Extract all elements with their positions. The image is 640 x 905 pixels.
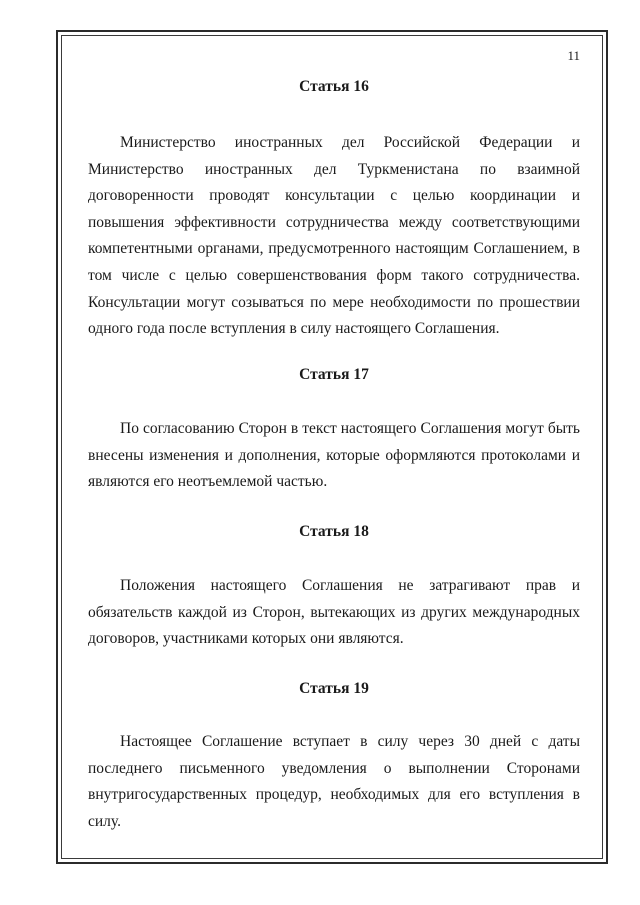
article-18 — [88, 523, 580, 653]
article-17 — [88, 366, 580, 496]
article-heading: Статья 16 — [299, 78, 369, 95]
article-text: По согласованию Сторон в текст настоящего Соглашения могут быть внесены изменения и дополнения, которые оформляются протоколами и являются его неотъемлемой частью. — [88, 420, 580, 491]
article-heading: Статья 18 — [299, 523, 369, 540]
article-text: Министерство иностранных дел Российской Федерации и Министерство иностранных дел Туркменистана по взаимной договоренности проводят консультации с целью координации и повышения эффективности сотрудничества между соответствующими компетентными органами, предусмотренного настоящим Соглашением, в том числе с целью совершенствования форм такого сотрудничества. Консультации могут созываться по мере необходимости по прошествии одного года после вступления в силу настоящего Соглашения. — [88, 134, 580, 338]
article-19 — [88, 680, 580, 835]
page-number: 11 — [567, 48, 580, 63]
article-heading: Статья 17 — [299, 366, 369, 383]
article-heading: Статья 19 — [299, 680, 369, 697]
article-text: Настоящее Соглашение вступает в силу через 30 дней с даты последнего письменного уведомления о выполнении Сторонами внутригосударственных процедур, необходимых для его вступления в силу. — [88, 733, 580, 830]
article-text: Положения настоящего Соглашения не затрагивают прав и обязательств каждой из Сторон, вытекающих из других международных договоров, участниками которых они являются. — [88, 577, 580, 648]
article-16 — [88, 78, 580, 343]
